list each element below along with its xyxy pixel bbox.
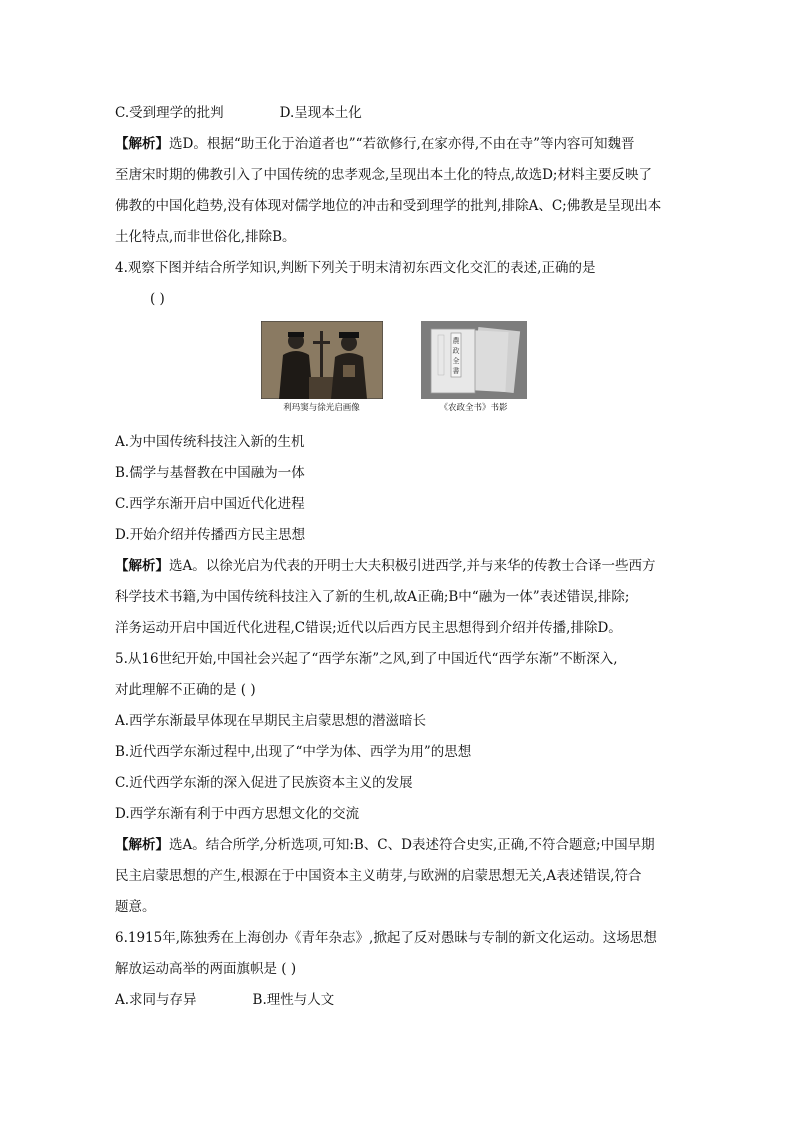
q3-analysis-line-4: 土化特点,而非世俗化,排除B。	[115, 229, 296, 245]
q5-analysis-line-2: 民主启蒙思想的产生,根源在于中国资本主义萌芽,与欧洲的启蒙思想无关,A表述错误,符合	[115, 868, 642, 884]
q5-analysis-line-1: 【解析】选A。结合所学,分析选项,可知:B、C、D表述符合史实,正确,不符合题意;中国早期	[115, 837, 655, 853]
q4-analysis-tag: 【解析】	[115, 558, 169, 574]
q4-answer-paren: ( )	[150, 291, 165, 307]
q3-analysis-line-3: 佛教的中国化趋势,没有体现对儒学地位的冲击和受到理学的批判,排除A、C;佛教是呈现出本	[115, 198, 662, 214]
q5-analysis-tag: 【解析】	[115, 837, 169, 853]
q4-option-c: C.西学东渐开启中国近代化进程	[115, 496, 305, 512]
q4-option-a: A.为中国传统科技注入新的生机	[115, 434, 305, 450]
book-title-char-1: 農	[452, 337, 459, 345]
q4-analysis-line-2: 科学技术书籍,为中国传统科技注入了新的生机,故A正确;B中“融为一体”表述错误,排除;	[115, 589, 630, 605]
q4-analysis-line-1: 【解析】选A。以徐光启为代表的开明士大夫积极引进西学,并与来华的传教士合译一些西方	[115, 558, 656, 574]
q5-option-c: C.近代西学东渐的深入促进了民族资本主义的发展	[115, 775, 413, 791]
q5-stem-line-1: 5.从16世纪开始,中国社会兴起了“西学东渐”之风,到了中国近代“西学东渐”不断深入,	[115, 651, 618, 667]
q6-option-a: A.求同与存异	[115, 992, 197, 1008]
q6-stem-line-1: 6.1915年,陈独秀在上海创办《青年杂志》,掀起了反对愚昧与专制的新文化运动。这场思想	[115, 930, 657, 946]
q4-analysis-line-3: 洋务运动开启中国近代化进程,C错误;近代以后西方民主思想得到介绍并传播,排除D。	[115, 620, 622, 636]
q5-option-a: A.西学东渐最早体现在早期民主启蒙思想的潜滋暗长	[115, 713, 427, 729]
q4-figure	[115, 321, 680, 425]
figure-right	[410, 321, 538, 425]
portrait-image	[261, 321, 383, 399]
book-title-char-3: 全	[452, 357, 459, 365]
book-image	[421, 321, 527, 399]
q5-stem-line-2: 对此理解不正确的是 ( )	[115, 682, 256, 698]
q3-analysis-line-2: 至唐宋时期的佛教引入了中国传统的忠孝观念,呈现出本土化的特点,故选D;材料主要反映了	[115, 167, 652, 183]
q6-stem-line-2: 解放运动高举的两面旗帜是 ( )	[115, 961, 297, 977]
q3-analysis-line-1: 【解析】选D。根据“助王化于治道者也”“若欲修行,在家亦得,不由在寺”等内容可知魏晋	[115, 136, 635, 152]
book-title-char-2: 政	[452, 347, 459, 355]
q6-option-b: B.理性与人文	[252, 992, 335, 1008]
book-title-char-4: 書	[452, 367, 459, 375]
figure-right-caption: 《农政全书》书影	[439, 403, 508, 413]
q4-stem: 4.观察下图并结合所学知识,判断下列关于明末清初东西文化交汇的表述,正确的是	[115, 260, 596, 276]
q4-option-b: B.儒学与基督教在中国融为一体	[115, 465, 305, 481]
q6-options-row	[115, 985, 680, 1016]
q5-option-d: D.西学东渐有利于中西方思想文化的交流	[115, 806, 360, 822]
figure-left	[258, 321, 386, 425]
q5-analysis-line-3: 题意。	[115, 899, 156, 915]
page-content	[115, 98, 680, 1016]
q3-analysis-tag: 【解析】	[115, 136, 169, 152]
q4-option-d: D.开始介绍并传播西方民主思想	[115, 527, 306, 543]
q3-option-d: D.呈现本土化	[279, 105, 362, 121]
q3-options-row	[115, 98, 680, 129]
q5-option-b: B.近代西学东渐过程中,出现了“中学为体、西学为用”的思想	[115, 744, 472, 760]
figure-left-caption: 利玛窦与徐光启画像	[283, 403, 360, 413]
q3-option-c: C.受到理学的批判	[115, 105, 224, 121]
